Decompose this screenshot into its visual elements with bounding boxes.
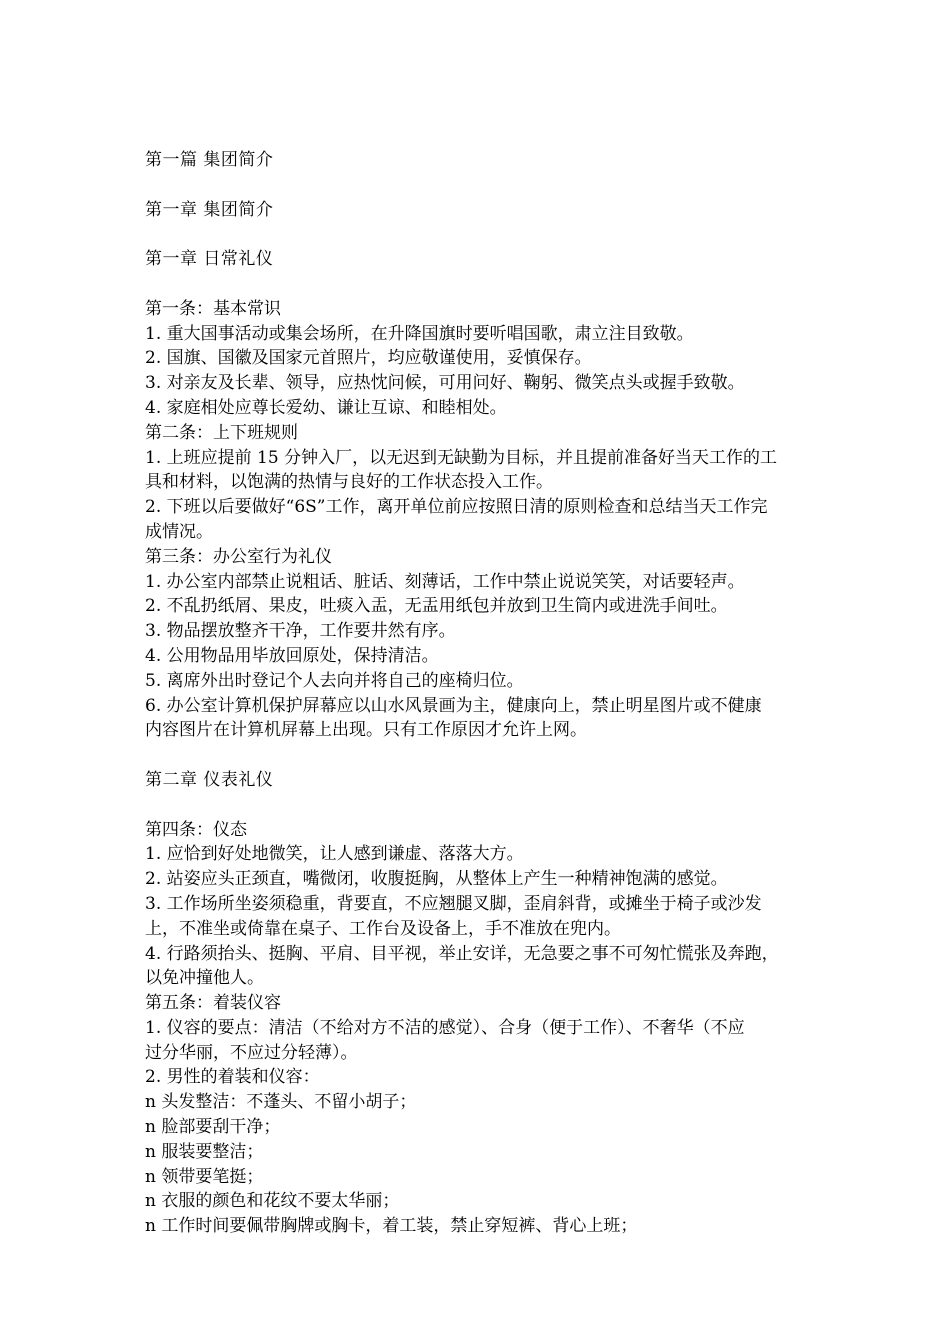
article1-line: 4. 家庭相处应尊长爱幼、谦让互谅、和睦相处。 bbox=[145, 397, 507, 418]
list-item: n 服装要整洁； bbox=[145, 1141, 264, 1162]
chapter-intro-title: 第一章 集团简介 bbox=[145, 199, 274, 220]
article1-line: 2. 国旗、国徽及国家元首照片，均应敬谨使用，妥慎保存。 bbox=[145, 348, 592, 369]
article1-line: 1. 重大国事活动或集会场所，在升降国旗时要听唱国歌，肃立注目致敬。 bbox=[145, 323, 694, 344]
article4-title: 第四条：仪态 bbox=[145, 819, 247, 840]
spacer bbox=[145, 222, 865, 247]
article4-line: 1. 应恰到好处地微笑，让人感到谦虚、落落大方。 bbox=[145, 844, 524, 865]
article3-line: 6. 办公室计算机保护屏幕应以山水风景画为主，健康向上，禁止明星图片或不健康 bbox=[145, 695, 762, 716]
article3-line: 5. 离席外出时登记个人去向并将自己的座椅归位。 bbox=[145, 670, 524, 691]
spacer bbox=[145, 743, 865, 768]
article4-line: 4. 行路须抬头、挺胸、平肩、目平视，举止安详，无急要之事不可匆忙慌张及奔跑， bbox=[145, 943, 779, 964]
spacer bbox=[145, 173, 865, 198]
list-item: n 衣服的颜色和花纹不要太华丽； bbox=[145, 1191, 400, 1212]
article2-line: 2. 下班以后要做好“6S”工作，离开单位前应按照日清的原则检查和总结当天工作完 bbox=[145, 497, 768, 518]
article2-title: 第二条：上下班规则 bbox=[145, 422, 298, 443]
article2-line: 成情况。 bbox=[145, 521, 213, 542]
article2-line: 1. 上班应提前 15 分钟入厂，以无迟到无缺勤为目标，并且提前准备好当天工作的工 bbox=[145, 447, 778, 468]
article1-title: 第一条：基本常识 bbox=[145, 298, 281, 319]
article5-title: 第五条：着装仪容 bbox=[145, 993, 281, 1014]
chapter2-title: 第二章 仪表礼仪 bbox=[145, 769, 274, 790]
article5-line: 过分华丽，不应过分轻薄）。 bbox=[145, 1042, 358, 1063]
list-item: n 脸部要刮干净； bbox=[145, 1117, 281, 1138]
article2-line: 具和材料，以饱满的热情与良好的工作状态投入工作。 bbox=[145, 472, 553, 493]
article3-line: 内容图片在计算机屏幕上出现。只有工作原因才允许上网。 bbox=[145, 720, 587, 741]
spacer bbox=[145, 793, 865, 818]
article4-line: 上，不准坐或倚靠在桌子、工作台及设备上，手不准放在兜内。 bbox=[145, 918, 621, 939]
article5-line: 2. 男性的着装和仪容： bbox=[145, 1067, 320, 1088]
article3-line: 4. 公用物品用毕放回原处，保持清洁。 bbox=[145, 645, 439, 666]
document-page bbox=[145, 148, 865, 1239]
article4-line: 3. 工作场所坐姿须稳重，背要直，不应翘腿叉脚，歪肩斜背，或摊坐于椅子或沙发 bbox=[145, 893, 762, 914]
article5-line: 1. 仪容的要点：清洁（不给对方不洁的感觉）、合身（便于工作）、不奢华（不应 bbox=[145, 1017, 745, 1038]
article3-title: 第三条：办公室行为礼仪 bbox=[145, 546, 332, 567]
article4-line: 2. 站姿应头正颈直，嘴微闭，收腹挺胸，从整体上产生一种精神饱满的感觉。 bbox=[145, 869, 728, 890]
list-item: n 领带要笔挺； bbox=[145, 1166, 264, 1187]
article3-line: 1. 办公室内部禁止说粗话、脏话、刻薄话，工作中禁止说说笑笑，对话要轻声。 bbox=[145, 571, 745, 592]
list-item: n 工作时间要佩带胸牌或胸卡，着工装，禁止穿短裤、背心上班； bbox=[145, 1216, 638, 1237]
article4-line: 以免冲撞他人。 bbox=[145, 968, 264, 989]
article1-line: 3. 对亲友及长辈、领导，应热忱问候，可用问好、鞠躬、微笑点头或握手致敬。 bbox=[145, 373, 745, 394]
article3-line: 2. 不乱扔纸屑、果皮，吐痰入盂，无盂用纸包并放到卫生筒内或进洗手间吐。 bbox=[145, 596, 728, 617]
chapter1-title: 第一章 日常礼仪 bbox=[145, 249, 274, 270]
part-title: 第一篇 集团简介 bbox=[145, 150, 274, 170]
spacer bbox=[145, 272, 865, 297]
list-item: n 头发整洁：不蓬头、不留小胡子； bbox=[145, 1092, 417, 1113]
article3-line: 3. 物品摆放整齐干净，工作要井然有序。 bbox=[145, 621, 456, 642]
